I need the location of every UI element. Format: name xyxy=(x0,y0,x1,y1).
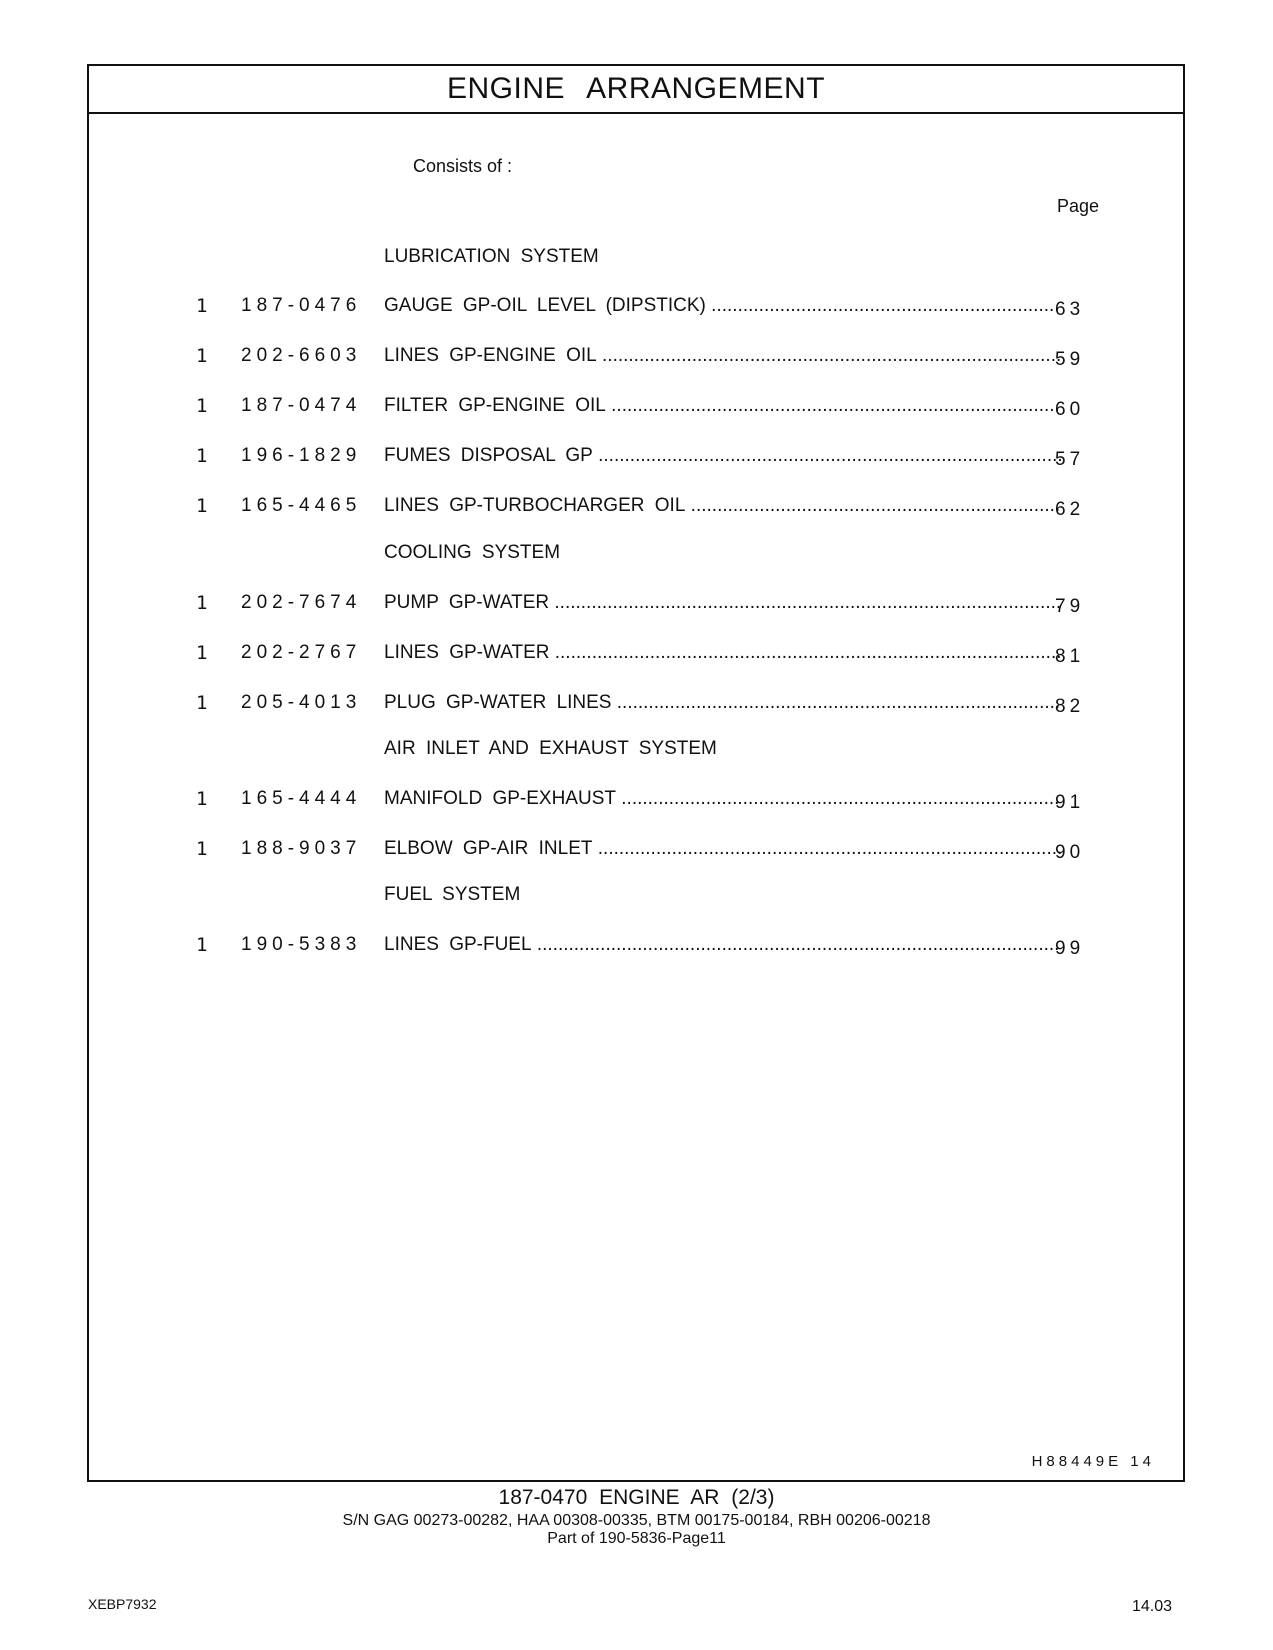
list-item xyxy=(89,395,1183,421)
item-part-number: 196-1829 xyxy=(241,445,362,466)
item-part-number: 165-4444 xyxy=(241,788,362,809)
item-part-number: 202-2767 xyxy=(241,642,362,663)
item-part-number: 187-0474 xyxy=(241,395,362,416)
page-title: ENGINE ARRANGEMENT xyxy=(89,66,1183,114)
item-page: 90 xyxy=(1055,842,1085,863)
item-description: GAUGE GP-OIL LEVEL (DIPSTICK) ..... xyxy=(384,295,1061,317)
section-heading: AIR INLET AND EXHAUST SYSTEM xyxy=(384,738,717,759)
item-part-number: 188-9037 xyxy=(241,838,362,859)
item-page: 57 xyxy=(1055,449,1085,470)
item-description: LINES GP-ENGINE OIL ..... xyxy=(384,345,1061,367)
item-qty: 1 xyxy=(196,295,208,317)
item-part-number: 205-4013 xyxy=(241,692,362,713)
item-part-number: 202-6603 xyxy=(241,345,362,366)
item-page: 91 xyxy=(1055,792,1085,813)
item-description: MANIFOLD GP-EXHAUST ..... xyxy=(384,788,1061,810)
section-heading: COOLING SYSTEM xyxy=(384,542,561,563)
list-item xyxy=(89,495,1183,521)
page-column-header: Page xyxy=(1057,196,1100,216)
item-qty: 1 xyxy=(196,345,208,367)
item-qty: 1 xyxy=(196,495,208,517)
item-description: LINES GP-WATER ..... xyxy=(384,642,1061,664)
section-heading: FUEL SYSTEM xyxy=(384,884,521,905)
item-qty: 1 xyxy=(196,692,208,714)
item-description: LINES GP-TURBOCHARGER OIL ..... xyxy=(384,495,1061,517)
item-page: 63 xyxy=(1055,299,1085,320)
list-item xyxy=(89,838,1183,864)
list-item xyxy=(89,295,1183,321)
item-page: 81 xyxy=(1055,646,1085,667)
item-page: 99 xyxy=(1055,938,1085,959)
list-item xyxy=(89,788,1183,814)
item-page: 59 xyxy=(1055,349,1085,370)
item-description: ELBOW GP-AIR INLET ..... xyxy=(384,838,1061,860)
list-item xyxy=(89,345,1183,371)
item-description: LINES GP-FUEL ..... xyxy=(384,934,1061,956)
item-description: PLUG GP-WATER LINES ..... xyxy=(384,692,1061,714)
list-item xyxy=(89,934,1183,960)
illustration-code: H88449E 14 xyxy=(1031,1453,1155,1470)
page-frame xyxy=(87,64,1185,1482)
item-part-number: 187-0476 xyxy=(241,295,362,316)
item-qty: 1 xyxy=(196,395,208,417)
footer-title: 187-0470 ENGINE AR (2/3) xyxy=(498,1486,775,1509)
item-page: 79 xyxy=(1055,596,1085,617)
item-part-number: 202-7674 xyxy=(241,592,362,613)
footer-part-of: Part of 190-5836-Page11 xyxy=(547,1530,726,1547)
list-item xyxy=(89,445,1183,471)
item-part-number: 190-5383 xyxy=(241,934,362,955)
item-qty: 1 xyxy=(196,934,208,956)
item-description: FILTER GP-ENGINE OIL ..... xyxy=(384,395,1061,417)
item-page: 60 xyxy=(1055,399,1085,420)
document-version: 14.03 xyxy=(1132,1598,1173,1615)
item-qty: 1 xyxy=(196,445,208,467)
item-qty: 1 xyxy=(196,788,208,810)
item-qty: 1 xyxy=(196,642,208,664)
item-description: PUMP GP-WATER ..... xyxy=(384,592,1061,614)
item-qty: 1 xyxy=(196,838,208,860)
list-item xyxy=(89,592,1183,618)
item-qty: 1 xyxy=(196,592,208,614)
list-item xyxy=(89,692,1183,718)
item-description: FUMES DISPOSAL GP ..... xyxy=(384,445,1061,467)
footer-serial-numbers: S/N GAG 00273-00282, HAA 00308-00335, BTM 00175-00184, RBH 00206-00218 xyxy=(342,1512,931,1529)
item-part-number: 165-4465 xyxy=(241,495,362,516)
document-id: XEBP7932 xyxy=(88,1596,157,1612)
item-page: 62 xyxy=(1055,499,1085,520)
list-item xyxy=(89,642,1183,668)
section-heading: LUBRICATION SYSTEM xyxy=(384,246,599,267)
consists-of-label: Consists of : xyxy=(413,156,513,176)
item-page: 82 xyxy=(1055,696,1085,717)
